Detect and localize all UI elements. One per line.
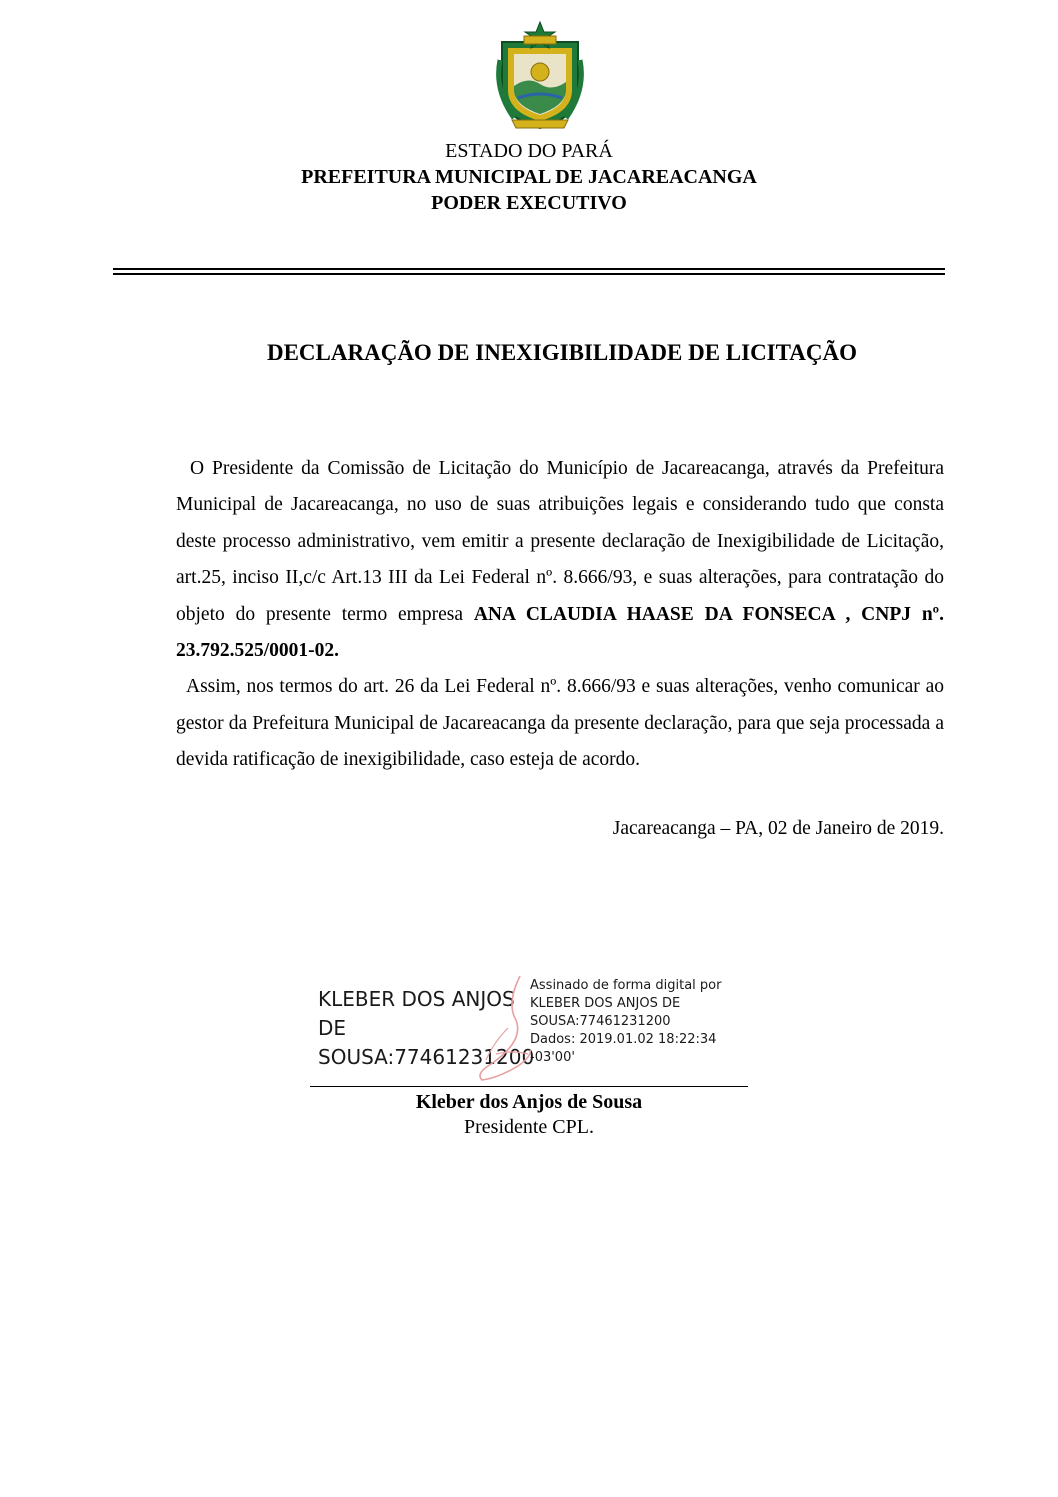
signature-detail-line: -03'00' [530,1050,575,1065]
declaration-text: O Presidente da Comissão de Licitação do Município de Jacareacanga, através da Prefeitura Municipal de Jacareacanga, no uso de suas atribuições legais e considerando tudo que consta deste processo administrativo, vem emitir a presente declaração de Inexigibilidade de Licitação, art.25, inciso II,c/c Art.13 III da Lei Federal nº. 8.666/93, e suas alterações, para contratação do objeto do presente termo empresa [176,458,944,625]
paragraph-declaration [176,451,944,669]
state-name: ESTADO DO PARÁ [445,140,613,162]
signature-name-line: KLEBER DOS ANJOS [318,987,515,1011]
signer-block [0,1090,1058,1140]
company-identification: ANA CLAUDIA HAASE DA FONSECA , CNPJ nº. 23.792.525/0001-02. [176,603,944,662]
signature-line [310,1086,748,1087]
paragraph-communication: Assim, nos termos do art. 26 da Lei Federal nº. 8.666/93 e suas alterações, venho comunicar ao gestor da Prefeitura Municipal de Jacareacanga da presente declaração, para que seja processada a devida ratificação de inexigibilidade, caso esteja de acordo. [176,676,944,771]
signer-name: Kleber dos Anjos de Sousa [415,1091,643,1113]
municipal-crest-icon [494,20,586,132]
place-and-date: Jacareacanga – PA, 02 de Janeiro de 2019. [612,818,944,839]
header-divider-top [113,268,945,270]
document-title: DECLARAÇÃO DE INEXIGIBILIDADE DE LICITAÇÃO [266,340,857,365]
signature-detail-line: KLEBER DOS ANJOS DE [530,996,681,1011]
header-divider-bottom [113,273,945,275]
document-body [176,451,944,779]
digital-signature-mark-icon [468,970,538,1082]
branch-name: PODER EXECUTIVO [431,192,627,214]
signature-detail-line: Assinado de forma digital por [530,978,722,993]
signature-detail-line: SOUSA:77461231200 [530,1014,671,1029]
prefecture-name: PREFEITURA MUNICIPAL DE JACAREACANGA [301,166,757,188]
signer-role: Presidente CPL. [464,1116,594,1138]
signature-name-line: SOUSA:77461231200 [318,1045,535,1069]
signature-detail-line: Dados: 2019.01.02 18:22:34 [530,1032,717,1047]
letterhead [0,138,1058,216]
signature-name-line: DE [318,1016,347,1040]
digital-signature-details [530,977,750,1067]
